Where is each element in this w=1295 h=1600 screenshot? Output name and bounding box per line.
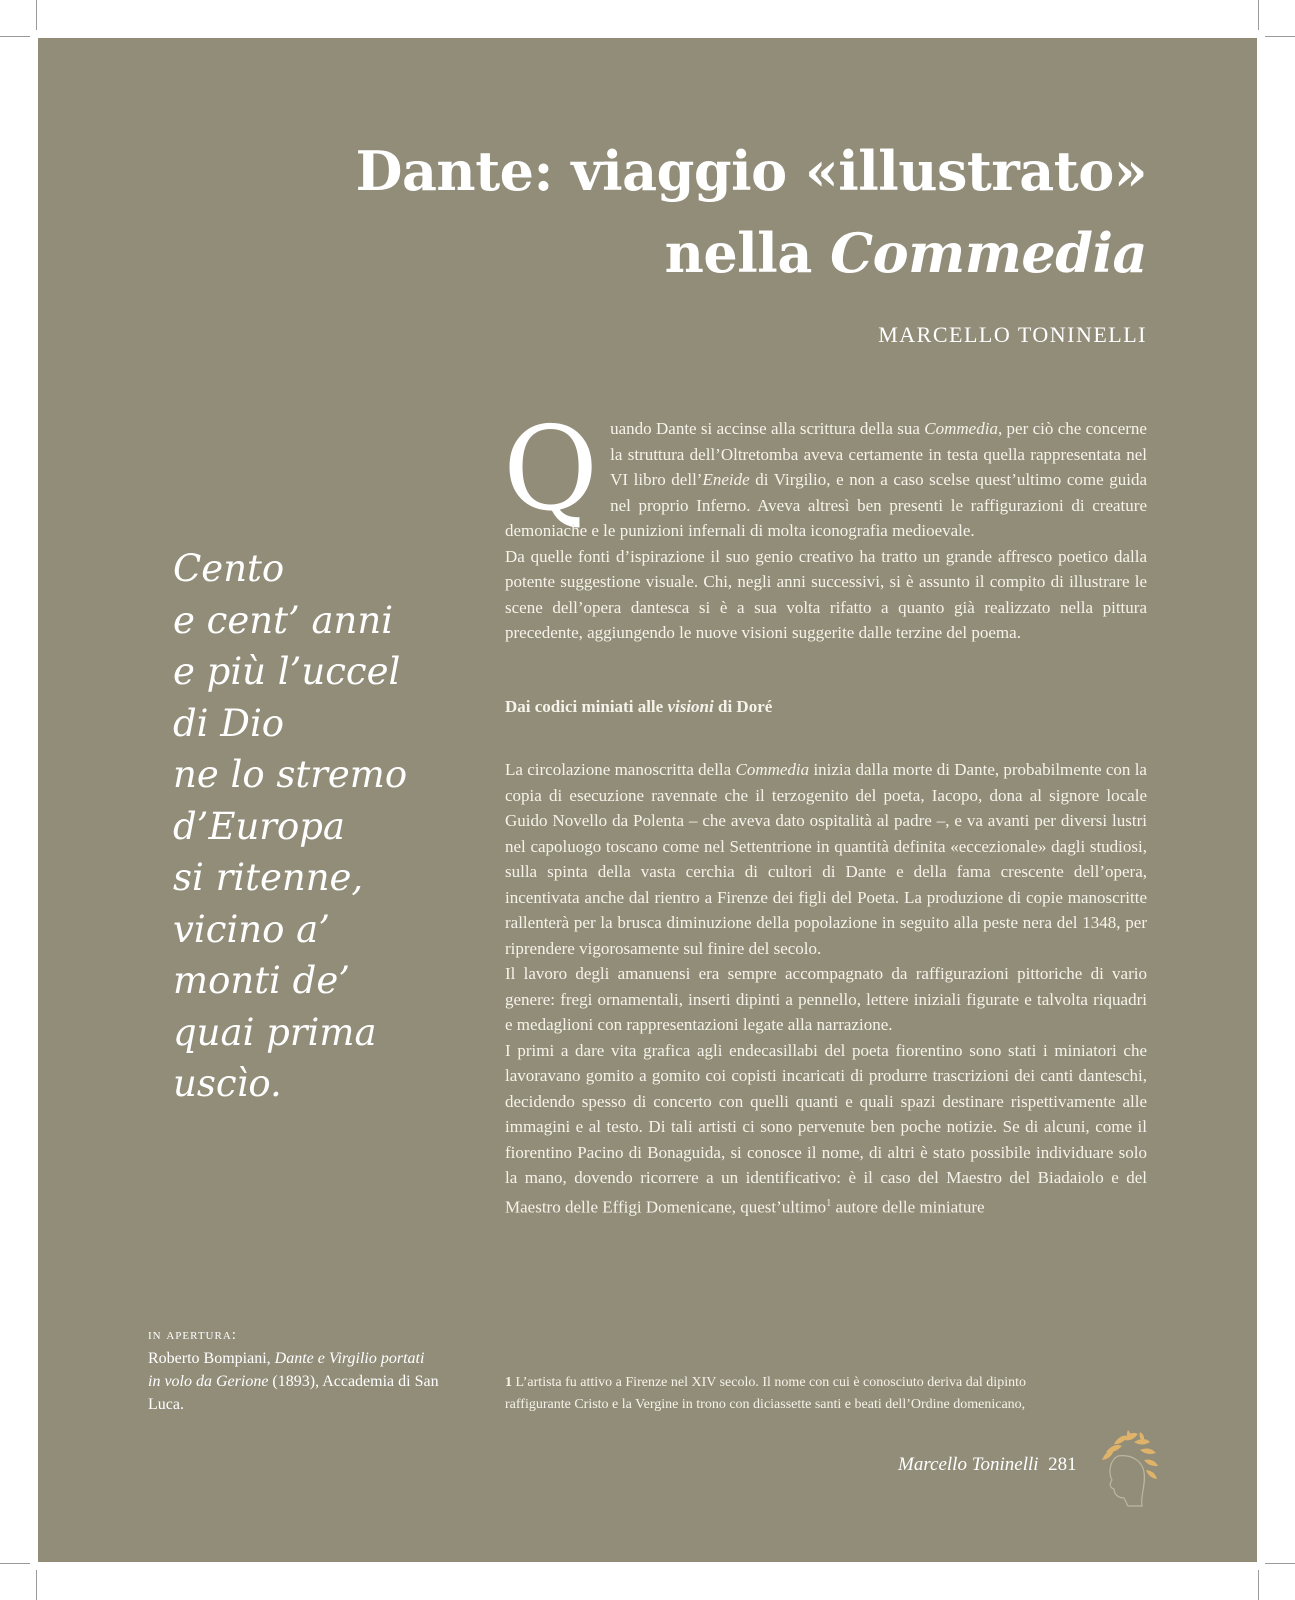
caption-line — [148, 1347, 518, 1370]
image-caption — [148, 1324, 518, 1416]
text-run-italic: Dante e Virgilio portati — [274, 1350, 425, 1367]
text-run: uando Dante si accinse alla scrittura della sua — [610, 419, 925, 438]
paragraph — [505, 757, 1147, 961]
footnote-line — [505, 1372, 1147, 1394]
crop-mark — [1265, 36, 1295, 37]
paragraph: Il lavoro degli amanuensi era sempre accompagnato da raffigurazioni pittoriche di vario genere: fregi ornamentali, inserti dipinti a pennello, lettere iniziali figurate e talvolta riquadri e medaglioni con rappresentazioni legate alla narrazione. — [505, 964, 1147, 1034]
text-run-italic: visioni — [667, 696, 714, 716]
caption-line — [148, 1370, 518, 1393]
text-run-italic: Eneide — [702, 470, 750, 489]
crop-mark — [36, 0, 37, 30]
text-run: Dai codici miniati alle — [505, 696, 668, 716]
crop-mark — [0, 1563, 30, 1564]
footnote-line: raffigurante Cristo e la Vergine in trono con diciassette santi e beati dell’Ordine domenicano, — [505, 1397, 1026, 1412]
pull-quote — [173, 543, 503, 1110]
text-run: inizia dalla morte di Dante, probabilmente con la copia di esecuzione ravennate che il terzogenito del poeta, Iacopo, dona al signore locale Guido Novello da Polenta – che aveva dato ospitalità al padre –, e va avanti per diversi lustri nel capoluogo toscano come nel Settentrione in quantità definita «eccezionale» dagli studiosi, sulla spinta della vasta cerchia di cultori di Dante e della fama crescente dell’opera, incentivata anche dal rientro a Firenze dei figli del Poeta. La produzione di copie manoscritte rallenterà per la brusca diminuzione della popolazione in seguito alla peste nera del 1348, per riprendere vigorosamente sul finire del secolo. — [505, 760, 1147, 958]
footnote-number: 1 — [505, 1375, 512, 1390]
running-footer — [898, 1454, 1077, 1476]
caption-label: in apertura: — [148, 1327, 237, 1343]
title-line-2-prefix: nella — [664, 221, 831, 285]
text-run: di Virgilio, e non a caso scelse quest’ultimo come guida nel proprio Inferno. Aveva altresì ben presenti le raffigurazioni di creature demoniache e le punizioni infernali di molta iconografia medioevale. — [505, 470, 1148, 540]
paragraph: Da quelle fonti d’ispirazione il suo genio creativo ha tratto un grande affresco poetico dalla potente suggestione visuale. Chi, negli anni successivi, si è assunto il compito di illustrare le scene dell’opera dantesca si è a sua volta rifatto a quanto già realizzato nella pittura precedente, aggiungendo le nuove visioni suggerite dalle terzine del poema. — [505, 546, 1147, 642]
quote-line: di Dio — [173, 701, 285, 745]
quote-line: si ritenne, — [173, 856, 364, 899]
article-title — [356, 130, 1147, 294]
quote-line: monti de’ — [173, 959, 350, 1002]
text-run: La circolazione manoscritta della — [505, 760, 736, 779]
author-byline: MARCELLO TONINELLI — [878, 322, 1147, 347]
footer-author: Marcello Toninelli — [898, 1454, 1039, 1475]
laurel-icon — [1088, 1426, 1166, 1508]
crop-mark — [1258, 1570, 1259, 1600]
crop-mark — [1265, 1563, 1295, 1564]
quote-line: Cento — [173, 547, 285, 590]
quote-line: e più l’uccel — [173, 650, 401, 693]
quote-line: uscìo. — [173, 1062, 282, 1105]
paragraph-intro — [503, 402, 1148, 544]
title-line-2-italic: Commedia — [830, 221, 1147, 285]
quote-line: d’Europa — [173, 804, 345, 848]
section-heading — [505, 694, 1147, 720]
footnote-reference[interactable]: 1 — [826, 1197, 832, 1209]
text-run: autore delle miniature — [831, 1197, 985, 1217]
crop-mark — [36, 1570, 37, 1600]
caption-line: Luca. — [148, 1396, 184, 1413]
text-run: , per ciò che concerne la struttura dell’Oltretomba aveva certamente in testa quella rappresentata nel VI libro dell’ — [610, 419, 1147, 489]
paragraph — [505, 1038, 1147, 1220]
drop-cap: Q — [503, 402, 599, 537]
footnote — [505, 1372, 1147, 1416]
text-run: (1893), Accademia di San — [268, 1373, 439, 1390]
crop-mark — [1258, 0, 1259, 30]
quote-line: vicino a’ — [173, 907, 330, 951]
text-run-italic: Commedia — [924, 419, 998, 438]
magazine-page — [38, 38, 1257, 1562]
text-run: L’artista fu attivo a Firenze nel XIV secolo. Il nome con cui è conosciuto deriva dal dipinto — [512, 1375, 1026, 1390]
text-run-italic: in volo da Gerione — [148, 1373, 269, 1390]
crop-mark — [0, 36, 30, 37]
page-number: 281 — [1048, 1454, 1077, 1475]
quote-line: ne lo stremo — [173, 753, 408, 796]
text-run-italic: Commedia — [735, 760, 810, 779]
article-body — [503, 402, 1148, 1220]
quote-line: e cent’ anni — [173, 598, 394, 642]
title-line-1: Dante: viaggio «illustrato» — [355, 139, 1147, 203]
text-run: Roberto Bompiani, — [148, 1350, 275, 1367]
text-run: di Doré — [713, 696, 773, 716]
quote-line: quai prima — [173, 1010, 377, 1054]
text-run: I primi a dare vita grafica agli endecasillabi del poeta fiorentino sono stati i miniatori che lavoravano gomito a gomito coi copisti incaricati di produrre trascrizioni dei canti danteschi, decidendo spesso di concerto con quelli quanti e quali spazi destinare rispettivamente alle immagini e al testo. Di tali artisti ci sono pervenute ben poche notizie. Se di alcuni, come il fiorentino Pacino di Bonaguida, si conosce il nome, di altri è stato possibile individuare solo la mano, dovendo ricorrere a un identificativo: è il caso del Maestro del Biadaiolo e del Maestro delle Effigi Domenicane, quest’ultimo — [505, 1040, 1147, 1217]
